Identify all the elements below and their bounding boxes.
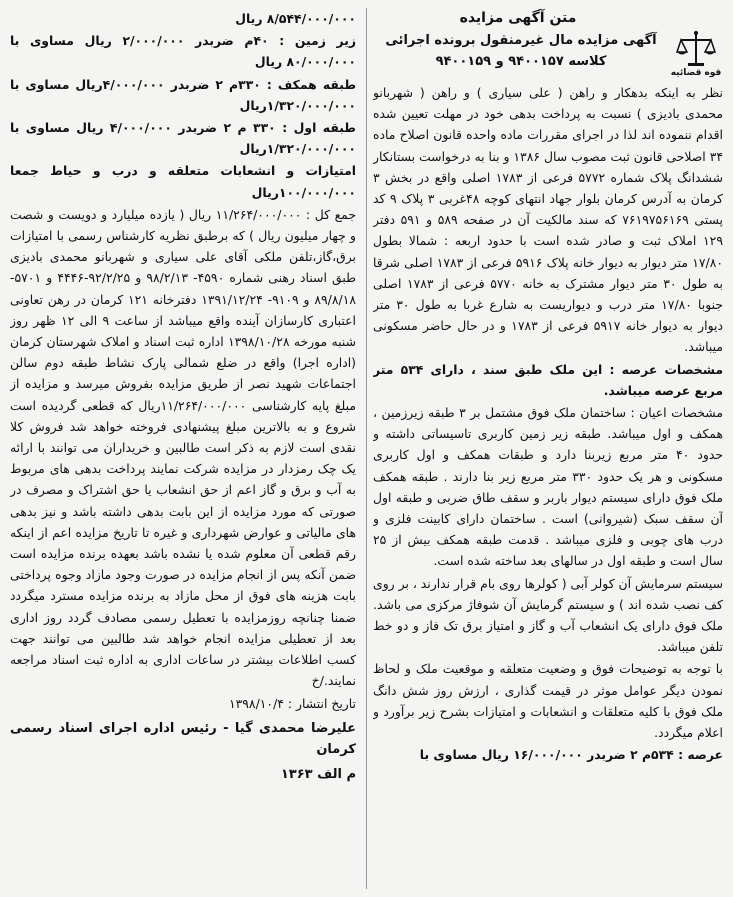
notice-code: م الف ۱۳۶۳ [280, 767, 356, 783]
body-paragraph: زیر زمین : ۴۰م ضربدر ۲/۰۰۰/۰۰۰ ریال مساوی با ۸۰/۰۰۰/۰۰۰ ریال [10, 33, 356, 70]
body-paragraph: مشخصات اعیان : ساختمان ملک فوق مشتمل بر ۳ طبقه زیرزمین ، همکف و اول میباشد. طبقه زیر زمین کاربری تاسیساتی داشته و حدود ۴۰ متر مربع زیربنا دارد و طبقات همکف و اول کاربری مسکونی و هر یک حدود ۳۳۰ متر مربع زیر بنا دارند . طبقه همکف ملک فوق دارای سیستم دیوار باربر و سقف طاق ضربی و طبقه اول آن سقف سبک (شیروانی) است . ساختمان دارای کابینت فلزی و درب های چوبی و فلزی میباشد . قدمت طبقه همکف بیش از ۲۵ سال است و طبقه اول در سالهای بعد ساخته شده است. [373, 405, 723, 569]
notice-title: متن آگهی مزایده [459, 10, 577, 26]
column-divider [366, 8, 367, 889]
body-paragraph: مشخصات عرصه : این ملک طبق سند ، دارای ۵۳۴ متر مربع عرصه میباشد. [373, 361, 723, 398]
body-paragraph: با توجه به توضیحات فوق و وضعیت متعلقه و موقعیت ملک و لحاظ نمودن دیگر عوامل موثر در قیمت گذاری ، ارزش روز شش دانگ ملک فوق با کلیه متعلقات و انشعابات و امتیازات بشرح زیر برآورد و اعلام میگردد. [373, 661, 723, 741]
body-paragraph: عرصه : ۵۳۴م ۲ ضربدر ۱۶/۰۰۰/۰۰۰ ریال مساوی با [419, 747, 723, 763]
emblem-caption: قوه قضائیه [670, 68, 722, 78]
justice-scales-icon [676, 30, 716, 68]
signature: علیرضا محمدی گیا - رئیس اداره اجرای اسناد رسمی کرمان [10, 720, 356, 757]
left-column [10, 8, 356, 889]
publish-date: تاریخ انتشار : ۱۳۹۸/۱۰/۴ [228, 695, 356, 711]
body-paragraph: نظر به اینکه بدهکار و راهن ( علی سیاری ) و راهن ( شهربانو محمدی بادیزی ) نسبت به پرداخت بدهی خود در مهلت تعیین شده اقدام ننموده اند لذا در اجرای مقررات ماده واحده قانون اصلاح ماده ۳۴ اصلاحی قانون ثبت مصوب سال ۱۳۸۶ و بنا به درخواست بستانکار ششدانگ پلاک شماره ۵۷۷۲ فرعی از ۱۷۸۳ اصلی واقع در بخش ۳ کرمان به آدرس کرمان بلوار جهاد انتهای کوچه ۴۸غربی ۳ پلاک ۹ کد پستی ۷۶۱۹۷۵۶۱۶۹ که سند مالکیت آن در صفحه ۵۸۹ و ۵۹۱ دفتر ۱۲۹ املاک ثبت و صادر شده است با حدود اربعه : شمالا بطول ۱۷/۸۰ متر دیوار به دیوار خانه پلاک ۵۹۱۶ فرعی از ۱۷۸۳ اصلی شرقا به طول ۳۰ متر دیوار مشترک به خانه ۵۷۷۰ فرعی از ۱۷۸۳ اصلی جنوبا ۱۷/۸۰ متر درب و دیواریست به شارع غربا به طول ۳۰ متر دیوار به دیوار خانه ۵۹۱۷ فرعی از ۱۷۸۳ و در حال حاضر مسکونی میباشد. [373, 85, 723, 355]
body-paragraph: امتیازات و انشعابات متعلقه و درب و حیاط جمعا ۱۰۰/۰۰۰/۰۰۰ریال [10, 163, 356, 200]
judiciary-emblem [669, 30, 723, 82]
body-paragraph: ۸/۵۴۴/۰۰۰/۰۰۰ ریال [235, 11, 356, 26]
notice-header [373, 30, 723, 82]
body-paragraph: طبقه اول : ۳۳۰ م ۲ ضربدر ۴/۰۰۰/۰۰۰ ریال مساوی با ۱/۳۲۰/۰۰۰/۰۰۰ریال [10, 120, 356, 157]
notice-header-text: آگهی مزایده مال غیرمنقول برونده اجرائی کلاسه ۹۴۰۰۱۵۷ و ۹۴۰۰۱۵۹ [385, 33, 657, 69]
body-paragraph: جمع کل : ۱۱/۲۶۴/۰۰۰/۰۰۰ ریال ( یازده میلیارد و دویست و شصت و چهار میلیون ریال ) که برطبق نظریه کارشناس رسمی با امتیازات برق،گاز،تلفن ملکی آقای علی سیاری و شهربانو محمدی بادیزی طبق اسناد رهنی شماره ۴۵۹۰- ۹۸/۲/۱۳ و ۹۲/۲/۲۵-۴۴۴۶ و ۵۷۰۱- ۸۹/۸/۱۸ و ۹۱۰۹- ۱۳۹۱/۱۲/۲۴ دفترخانه ۱۲۱ کرمان در رهن تعاونی اعتباری کارسازان آینده واقع میباشد از ساعت ۹ الی ۱۲ ظهر روز شنبه مورخه ۱۳۹۸/۱۰/۲۸ اداره ثبت اسناد و املاک شهرستان کرمان (اداره اجرا) واقع در ضلع شمالی پارک نشاط طبقه دوم سالن اجتماعات شهید نصر از طریق مزایده بفروش میرسد و مزایده از مبلغ پایه کارشناسی ۱۱/۲۶۴/۰۰۰/۰۰۰ریال که قطعی گردیده است شروع و به بالاترین مبلغ پیشنهادی فروخته خواهد شد فروش کلا نقدی است لازم به ذکر است طالبین و خریداران می توانند با ارائه یک چک رمزدار در مزایده شرکت نمایند پرداخت بدهی های مربوط به آب و برق و گاز اعم از حق انشعاب یا حق اشتراک و مصرف در صورتی که مورد مزایده از این بابت بدهی داشته باشد و نیز بدهی های مالیاتی و عوارض شهرداری و غیره تا تاریخ مزایده اعم از اینکه رقم قطعی آن معلوم شده یا نشده باشد بعهده برنده مزایده است ضمن آنکه پس از انجام مزایده در صورت وجود مازاد وجوه پرداختی بابت هزینه های فوق از محل مازاد به برنده مزایده مسترد میگردد ضمنا چنانچه روزمزایده با تعطیل رسمی مصادف گردد روز اداری بعد از تعطیلی مزایده انجام خواهد شد طالبین می توانند جهت کسب اطلاعات بیشتر در ساعات اداری به اداره ثبت اسناد مراجعه نمایند./خ [10, 206, 356, 689]
body-paragraph: طبقه همکف : ۳۳۰م ۲ ضربدر ۴/۰۰۰/۰۰۰ریال مساوی با ۱/۳۲۰/۰۰۰/۰۰۰ریال [10, 76, 356, 113]
right-column [373, 8, 723, 889]
body-paragraph: سیستم سرمایش آن کولر آبی ( کولرها روی بام قرار ندارند ، بر روی کف نصب شده اند ) و سیستم گرمایش آن شوفاژ مرکزی می باشد. ملک فوق دارای یک انشعاب آب و گاز و امتیاز برق تک فاز و دو خط تلفن میباشد. [373, 575, 723, 655]
